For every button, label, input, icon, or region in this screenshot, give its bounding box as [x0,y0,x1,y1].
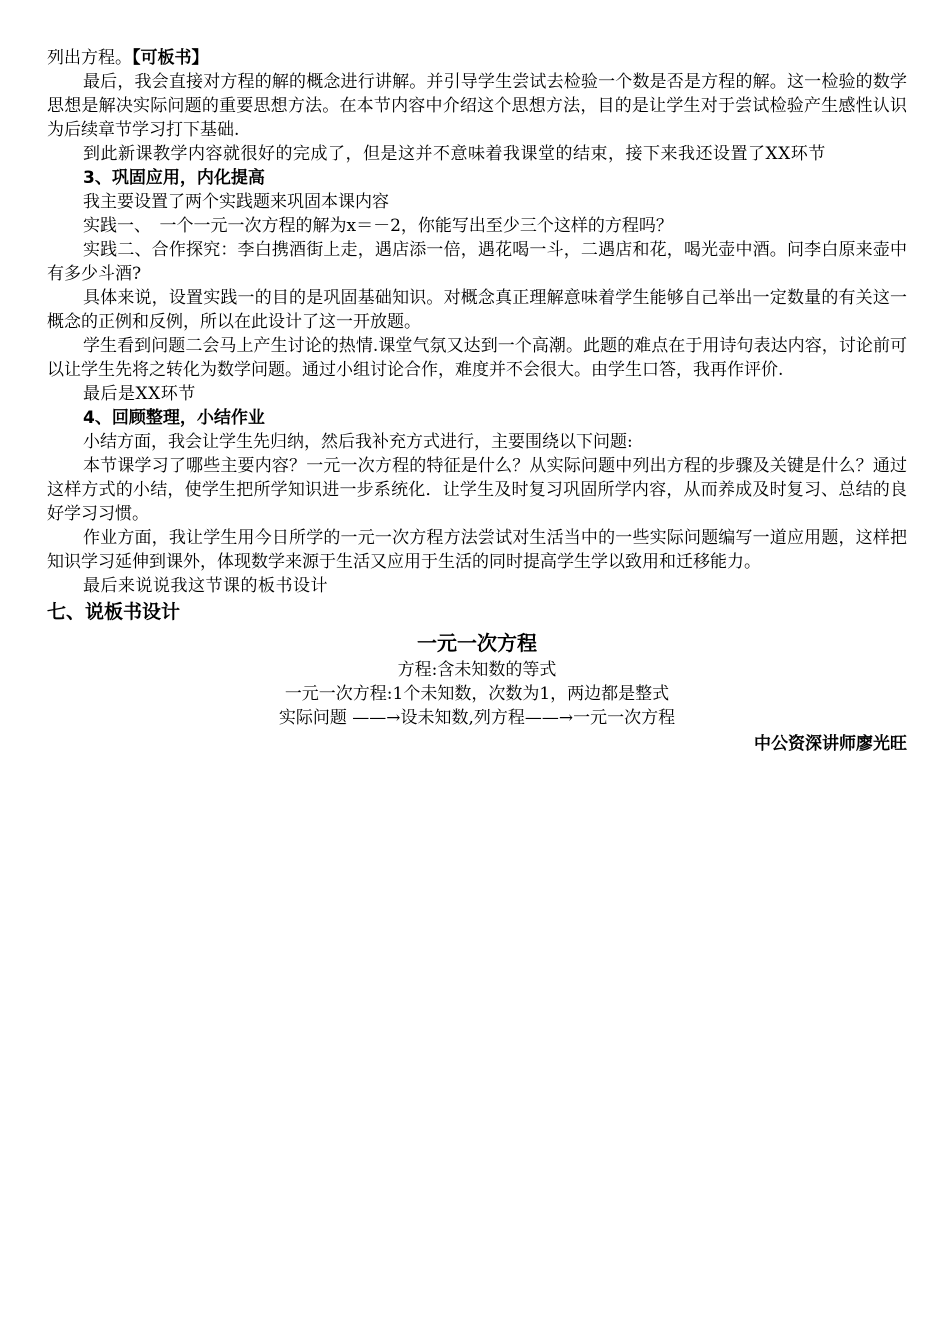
paragraph-13: 最后来说说我这节课的板书设计 [83,576,328,596]
board-step-set-unknown: 设未知数,列方程 [400,708,525,728]
paragraph-9: 最后是XX环节 [83,384,196,404]
blackboard-design [47,628,907,730]
paragraph-3: 到此新课教学内容就很好的完成了，但是这并不意味着我课堂的结束，接下来我还设置了XX环节 [83,144,826,164]
board-title: 一元一次方程 [417,631,537,655]
paragraph-2: 最后，我会直接对方程的解的概念进行讲解。并引导学生尝试去检验一个数是否是方程的解。这一检验的数学思想是解决实际问题的重要思想方法。在本节内容中介绍这个思想方法，目的是让学生对于尝试检验产生感性认识为后续章节学习打下基础. [47,72,907,140]
paragraph-12: 作业方面，我让学生用今日所学的一元一次方程方法尝试对生活当中的一些实际问题编写一道应用题，这样把知识学习延伸到课外，体现数学来源于生活又应用于生活的同时提高学生学以致用和迁移能力。 [47,528,907,572]
heading-4: 4、回顾整理，小结作业 [83,408,265,428]
paragraph-4: 我主要设置了两个实践题来巩固本课内容 [83,192,389,212]
section-7-heading: 七、说板书设计 [47,601,181,623]
paragraph-7: 具体来说，设置实践一的目的是巩固基础知识。对概念真正理解意味着学生能够自己举出一定数量的有关这一概念的正例和反例，所以在此设计了这一开放题。 [47,288,907,332]
paragraph-6: 实践二、合作探究：李白携酒街上走，遇店添一倍，遇花喝一斗，二遇店和花，喝光壶中酒。问李白原来壶中有多少斗酒? [47,240,907,284]
board-line-2: 一元一次方程:1个未知数，次数为1，两边都是整式 [284,684,670,704]
blackboard-note: 【可板书】 [132,48,209,68]
document-page [47,46,907,758]
right-arrow-icon: ——→ [352,708,401,728]
paragraph-8: 学生看到问题二会马上产生讨论的热情.课堂气氛又达到一个高潮。此题的难点在于用诗句表达内容，讨论前可以让学生先将之转化为数学问题。通过小组讨论合作，难度并不会很大。由学生口答，我再作评价. [47,336,907,380]
paragraph-1-text: 列出方程。 [47,48,132,68]
paragraph-11: 本节课学习了哪些主要内容？一元一次方程的特征是什么？从实际问题中列出方程的步骤及关键是什么？通过这样方式的小结，使学生把所学知识进一步系统化．让学生及时复习巩固所学内容，从而养成及时复习、总结的良好学习习惯。 [47,456,907,524]
paragraph-1 [47,46,907,70]
paragraph-10: 小结方面，我会让学生先归纳，然后我补充方式进行，主要围绕以下问题: [83,432,633,452]
paragraph-5: 实践一、 一个一元一次方程的解为x＝－2，你能写出至少三个这样的方程吗？ [83,216,673,236]
author-signature: 中公资深讲师廖光旺 [754,734,907,754]
board-step-real-problem: 实际问题 [278,708,347,728]
board-line-3 [47,706,907,730]
heading-3: 3、巩固应用，内化提高 [83,168,265,188]
board-step-linear-equation: 一元一次方程 [573,708,676,728]
board-line-1: 方程:含未知数的等式 [397,660,557,680]
right-arrow-icon: ——→ [524,708,574,728]
